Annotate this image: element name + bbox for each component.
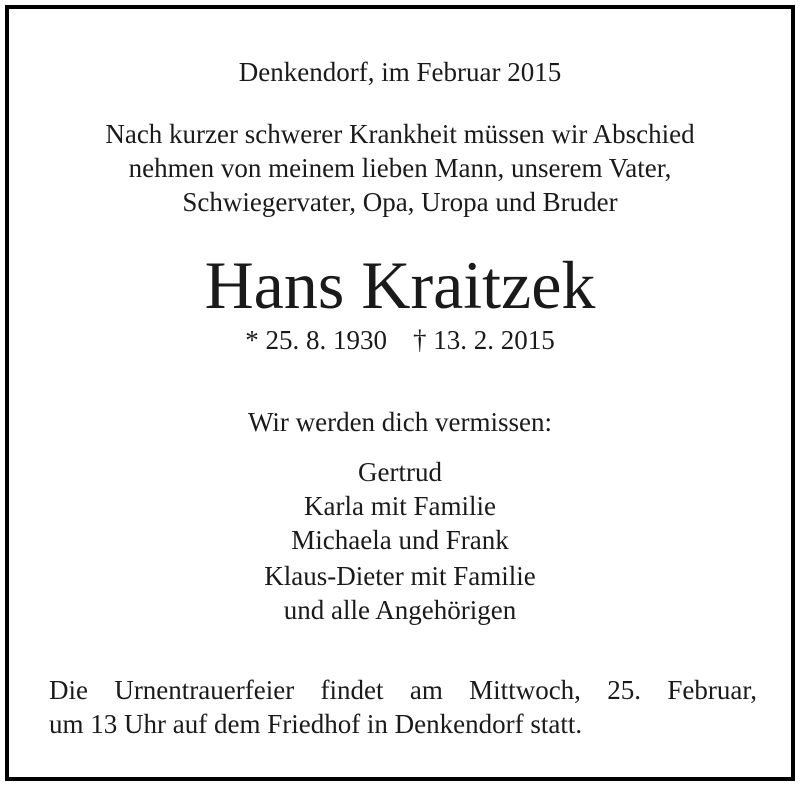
- intro-line-2: nehmen von meinem lieben Mann, unserem Vater,: [128, 153, 672, 183]
- obituary-frame: [5, 5, 795, 781]
- mourner-3: Michaela und Frank: [291, 525, 509, 555]
- intro-line-3: Schwiegervater, Opa, Uropa und Bruder: [182, 187, 618, 217]
- death-date: † 13. 2. 2015: [413, 325, 555, 355]
- miss-line: Wir werden dich vermissen:: [247, 407, 553, 437]
- life-dates: [9, 323, 791, 357]
- mourner-1: Gertrud: [358, 457, 442, 487]
- deceased-name: Hans Kraitzek: [204, 247, 596, 323]
- mourner-4: Klaus-Dieter mit Familie: [264, 561, 536, 591]
- ceremony-line-2: um 13 Uhr auf dem Friedhof in Denkendorf statt.: [49, 709, 583, 739]
- mourner-5: und alle Angehörigen: [283, 595, 517, 625]
- place-date: Denkendorf, im Februar 2015: [238, 57, 562, 87]
- birth-date: * 25. 8. 1930: [245, 325, 387, 355]
- intro-line-1: Nach kurzer schwerer Krankheit müssen wir Abschied: [105, 119, 695, 149]
- obituary-content: [9, 9, 791, 777]
- ceremony-line-1: Die Urnentrauerfeier findet am Mittwoch, 25. Februar,: [49, 675, 757, 705]
- mourner-2: Karla mit Familie: [304, 491, 496, 521]
